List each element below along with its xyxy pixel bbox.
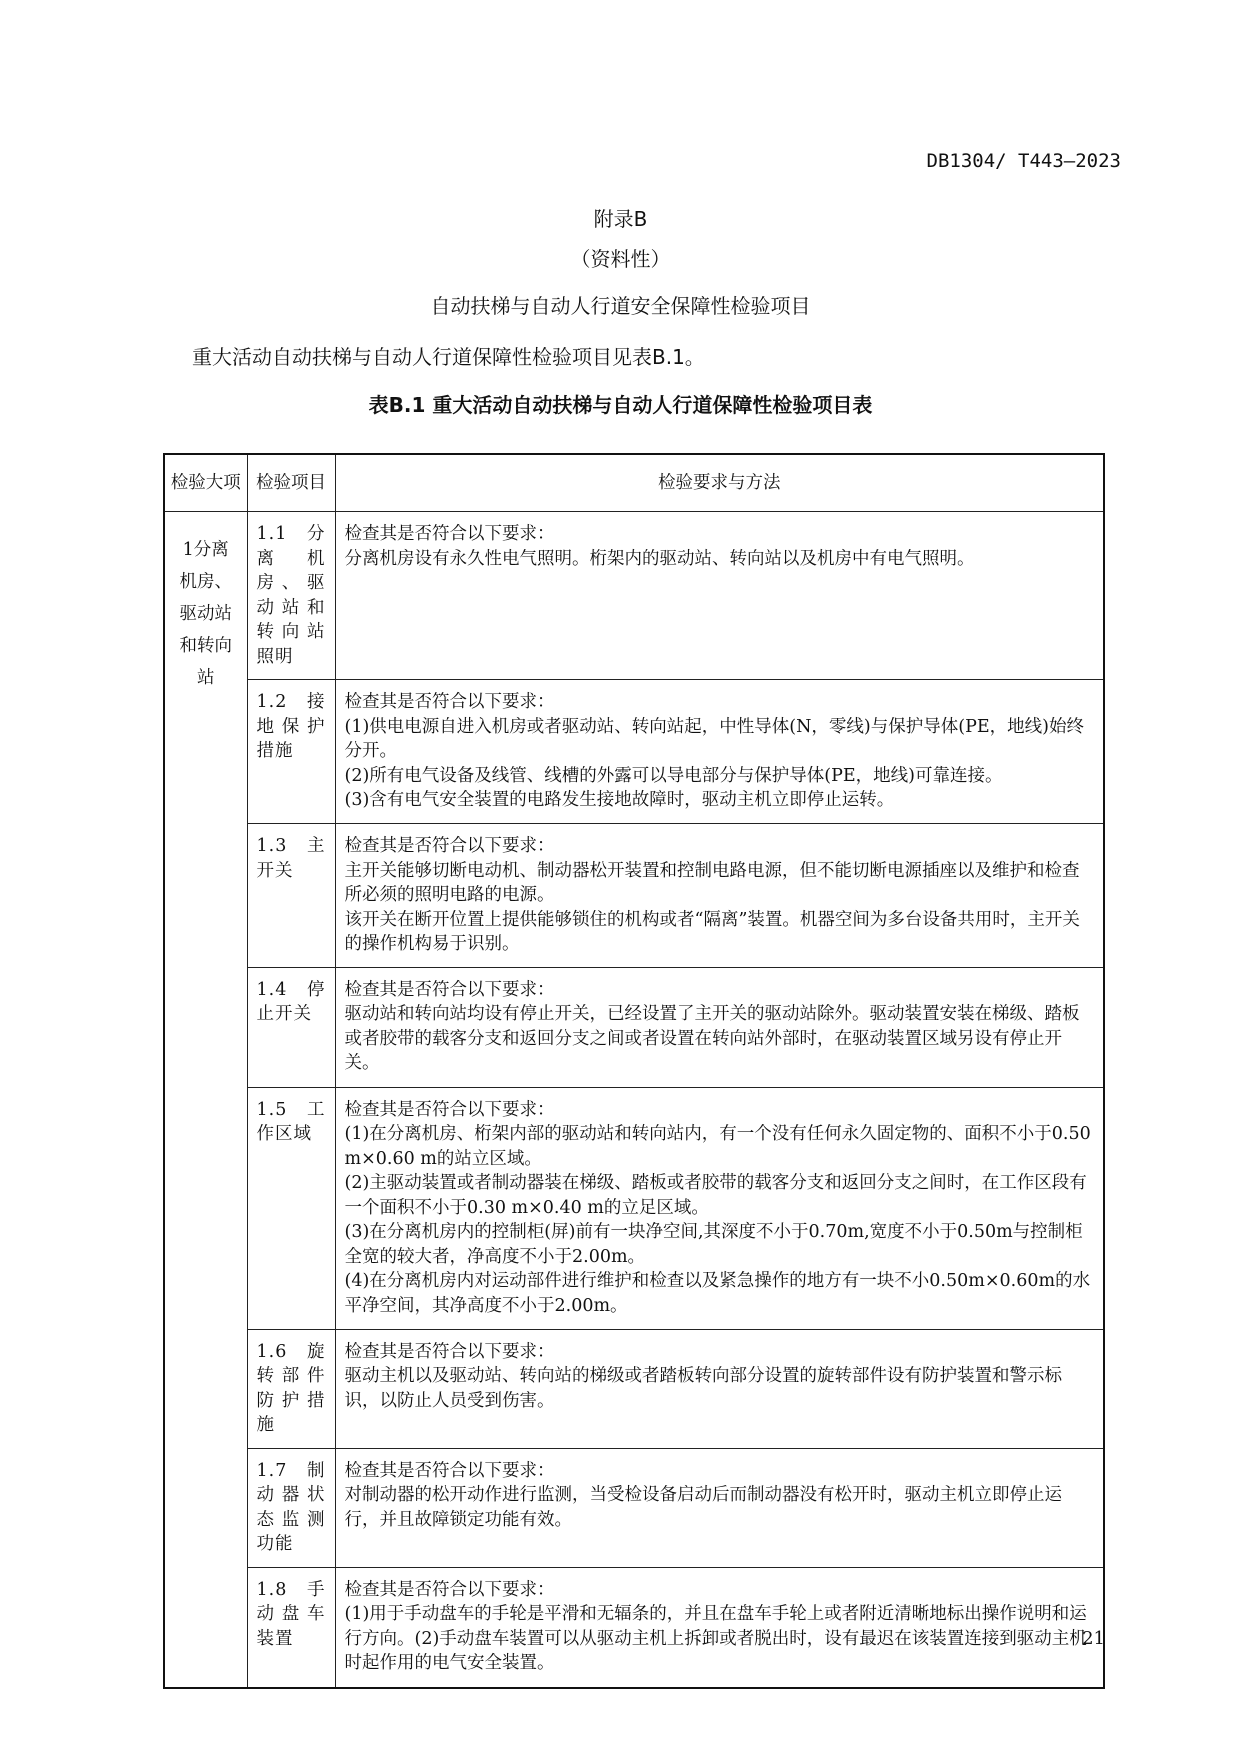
requirement-text: (1)在分离机房、桁架内部的驱动站和转向站内，有一个没有任何永久固定物的、面积不小于0.50 m×0.60 m的站立区域。 [344,1124,1091,1169]
appendix-title: 附录B [593,207,648,231]
item-cell: 1.7 制动器状态监测功能 [247,1448,335,1567]
requirement-text: 检查其是否符合以下要求： [344,1099,555,1120]
requirements-cell [335,512,1104,680]
table-row [164,1329,1104,1448]
appendix-subject: 自动扶梯与自动人行道安全保障性检验项目 [430,294,811,318]
table-row [164,512,1104,680]
item-cell: 1.4 停止开关 [247,967,335,1087]
requirement-text: 检查其是否符合以下要求： [344,1460,555,1481]
item-cell: 1.5 工作区域 [247,1087,335,1329]
requirement-text: 该开关在断开位置上提供能够锁住的机构或者“隔离”装置。机器空间为多台设备共用时，主开关的操作机构易于识别。 [344,909,1080,954]
requirement-text: 检查其是否符合以下要求： [344,1579,555,1600]
requirements-cell [335,680,1104,824]
item-cell: 1.1 分离机房、驱动站和转向站照明 [247,512,335,680]
requirement-text: (1)供电电源自进入机房或者驱动站、转向站起，中性导体(N，零线)与保护导体(PE，地线)始终分开。 [344,716,1084,761]
header-requirements: 检验要求与方法 [335,454,1104,512]
table-row [164,1087,1104,1329]
table-caption: 表B.1 重大活动自动扶梯与自动人行道保障性检验项目表 [368,393,873,417]
table-row [164,967,1104,1087]
requirements-cell [335,1448,1104,1567]
requirement-text: (2)所有电气设备及线管、线槽的外露可以导电部分与保护导体(PE，地线)可靠连接。 [344,765,1003,786]
appendix-nature: （资料性） [570,247,671,271]
header-major-category: 检验大项 [164,454,247,512]
requirement-text: (3)在分离机房内的控制柜(屏)前有一块净空间,其深度不小于0.70m,宽度不小于0.50m与控制柜全宽的较大者，净高度不小于2.00m。 [344,1222,1083,1267]
requirement-text: (4)在分离机房内对运动部件进行维护和检查以及紧急操作的地方有一块不小0.50m×0.60m的水平净空间，其净高度不小于2.00m。 [344,1271,1091,1316]
item-cell: 1.3 主开关 [247,824,335,968]
requirement-text: 驱动站和转向站均设有停止开关，已经设置了主开关的驱动站除外。驱动装置安装在梯级、踏板或者胶带的载客分支和返回分支之间或者设置在转向站外部时，在驱动装置区域另设有停止开关。 [344,1004,1080,1073]
table-row [164,680,1104,824]
requirement-text: 检查其是否符合以下要求： [344,836,555,856]
table-header-row [164,454,1104,512]
requirement-text: 检查其是否符合以下要求： [344,692,555,712]
requirements-cell [335,1087,1104,1329]
page-number: 21 [1082,1628,1105,1649]
intro-paragraph: 重大活动自动扶梯与自动人行道保障性检验项目见表B.1。 [192,345,705,369]
requirements-cell [335,1567,1104,1688]
major-category-cell: 1分离机房、驱动站和转向站 [164,512,247,1689]
requirement-text: 对制动器的松开动作进行监测，当受检设备启动后而制动器没有松开时，驱动主机立即停止运行，并且故障锁定功能有效。 [344,1485,1062,1530]
header-item: 检验项目 [247,454,335,512]
item-cell: 1.6 旋转部件防护措施 [247,1329,335,1448]
requirements-cell [335,824,1104,968]
table-row [164,824,1104,968]
table-row [164,1448,1104,1567]
requirement-text: (2)主驱动装置或者制动器装在梯级、踏板或者胶带的载客分支和返回分支之间时，在工作区段有一个面积不小于0.30 m×0.40 m的立足区域。 [344,1173,1087,1218]
requirements-cell [335,967,1104,1087]
item-cell: 1.8 手动盘车装置 [247,1567,335,1688]
requirement-text: 主开关能够切断电动机、制动器松开装置和控制电路电源，但不能切断电源插座以及维护和检查所必须的照明电路的电源。 [344,860,1080,905]
requirement-text: 驱动主机以及驱动站、转向站的梯级或者踏板转向部分设置的旋转部件设有防护装置和警示标识，以防止人员受到伤害。 [344,1366,1062,1411]
document-number: DB1304/ T443—2023 [926,150,1121,172]
item-cell: 1.2 接地保护措施 [247,680,335,824]
requirement-text: 分离机房设有永久性电气照明。桁架内的驱动站、转向站以及机房中有电气照明。 [344,548,975,569]
requirement-text: 检查其是否符合以下要求： [344,524,555,544]
requirement-text: (1)用于手动盘车的手轮是平滑和无辐条的，并且在盘车手轮上或者附近清晰地标出操作说明和运行方向。(2)手动盘车装置可以从驱动主机上拆卸或者脱出时，设有最迟在该装置连接到驱动主机时起作用的电气安全装置。 [344,1604,1087,1673]
requirement-text: 检查其是否符合以下要求： [344,1341,555,1362]
inspection-table [163,453,1105,1689]
requirement-text: (3)含有电气安全装置的电路发生接地故障时，驱动主机立即停止运转。 [344,790,895,810]
table-row [164,1567,1104,1688]
requirement-text: 检查其是否符合以下要求： [344,979,555,1000]
requirements-cell [335,1329,1104,1448]
